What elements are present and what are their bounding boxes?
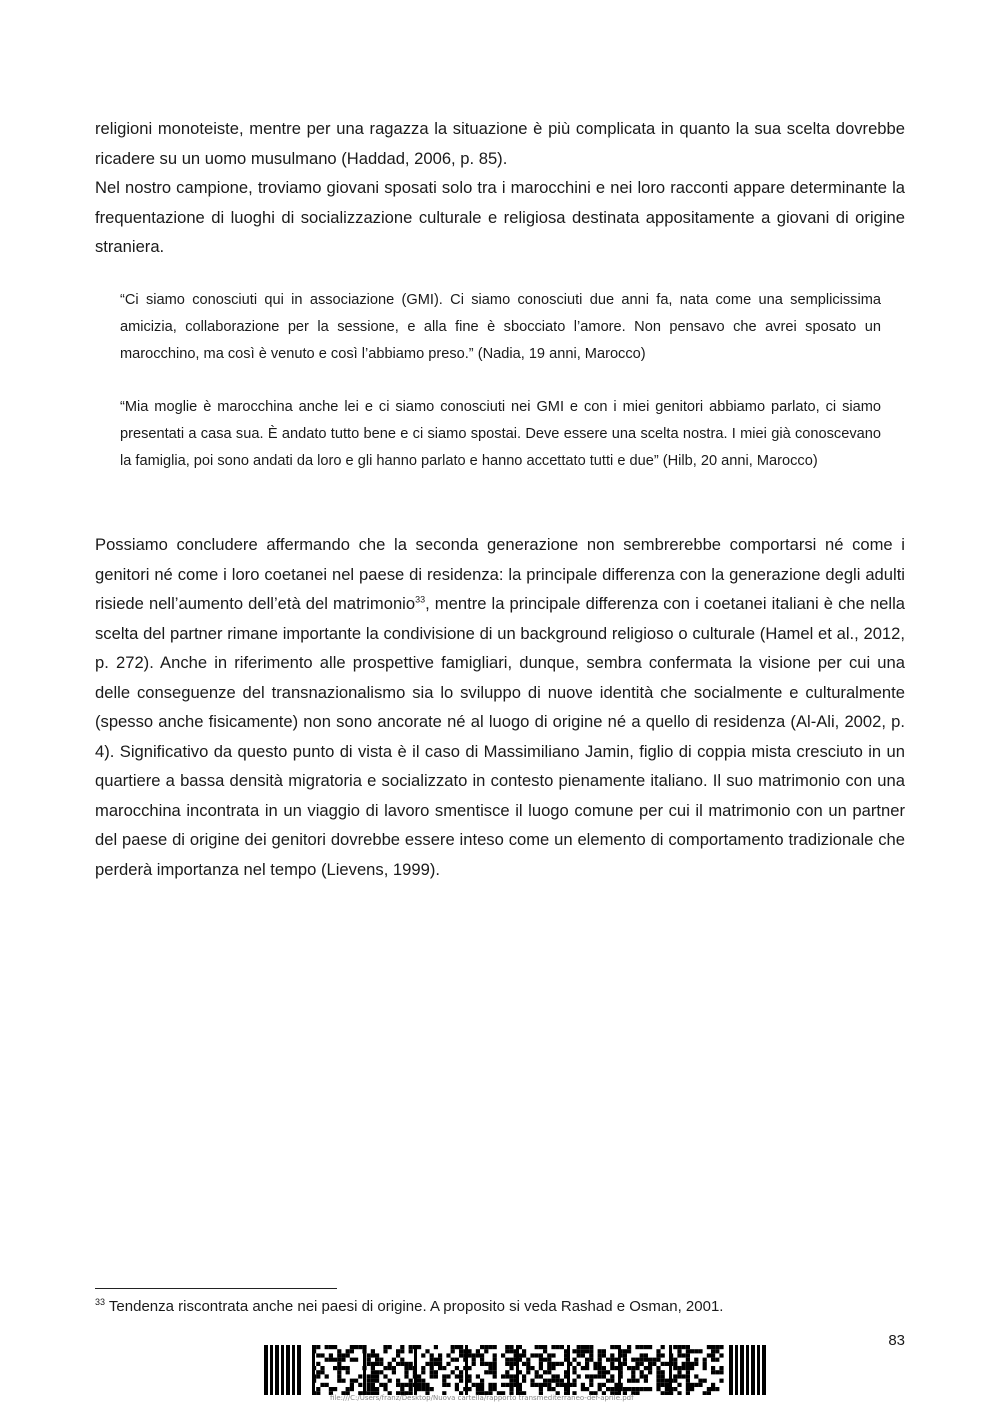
footnote-reference[interactable]: 33 (415, 594, 426, 605)
footnote-text: Tendenza riscontrata anche nei paesi di origine. A proposito si veda Rashad e Osman, 2001. (105, 1298, 724, 1315)
paragraph-2: Nel nostro campione, troviamo giovani sposati solo tra i marocchini e nei loro racconti appare determinante la frequentazione di luoghi di socializzazione culturale e religiosa destinata appositamente a giovani di origine straniera. (95, 178, 905, 256)
footnote (95, 1297, 723, 1317)
paragraph-3-text-a: Possiamo concludere affermando che la seconda generazione non sembrerebbe comportarsi né come i genitori né come i loro coetanei nel paese di residenza: la principale differenza con la generazione degli adulti risiede nell’aumento dell’età del matrimonio (95, 535, 905, 613)
paragraph-1: religioni monoteiste, mentre per una ragazza la situazione è più complicata in quanto la sua scelta dovrebbe ricadere su un uomo musulmano (Haddad, 2006, p. 85). (95, 119, 905, 168)
interview-quote-nadia: “Ci siamo conosciuti qui in associazione (GMI). Ci siamo conosciuti due anni fa, nata come una semplicissima amicizia, collaborazione per la sessione, e alla fine è sbocciato l’amore. Non pensavo che avrei sposato un marocchino, ma così è venuto e così l’abbiamo preso.” (Nadia, 19 anni, Marocco) (120, 292, 881, 362)
scan-barcode (264, 1345, 766, 1395)
paragraph-3-text-b: , mentre la principale differenza con i coetanei italiani è che nella scelta del partner rimane importante la condivisione di un background religioso o culturale (Hamel et al., 2012, p. 272). Anche in riferimento alle prospettive famigliari, dunque, sembra confermata la visione per cui una delle conseguenze del transnazionalismo sia lo sviluppo di nuove identità che socialmente e culturalmente (spesso anche fisicamente) non sono ancorate né al luogo di origine né a quello di residenza (Al-Ali, 2002, p. 4). Significativo da questo punto di vista è il caso di Massimiliano Jamin, figlio di coppia mista cresciuto in un quartiere a bassa densità migratoria e socializzato in contesto pienamente italiano. Il suo matrimonio con una marocchina incontrata in un viaggio di lavoro smentisce il luogo comune per cui il matrimonio con un partner del paese di origine dei genitori dovrebbe essere inteso come un elemento di comportamento tradizionale che perderà importanza nel tempo (Lievens, 1999). (95, 594, 905, 879)
footnote-number: 33 (95, 1297, 106, 1307)
paragraph-3 (95, 530, 905, 884)
interview-quote-hilb: “Mia moglie è marocchina anche lei e ci siamo conosciuti nei GMI e con i miei genitori abbiamo parlato, ci siamo presentati a casa sua. È andato tutto bene e ci siamo spostai. Deve essere una scelta nostra. I miei già conoscevano la famiglia, poi sono andati da loro e gli hanno parlato e hanno accettato tutti e due” (Hilb, 20 anni, Marocco) (120, 399, 881, 469)
scan-file-path: file:///C:/Users/franz/Desktop/Nuova cartella/rapporto transmediterraneo-def-aprile.pdf (330, 1394, 634, 1402)
page-number: 83 (888, 1332, 905, 1349)
footnote-separator (95, 1288, 337, 1289)
